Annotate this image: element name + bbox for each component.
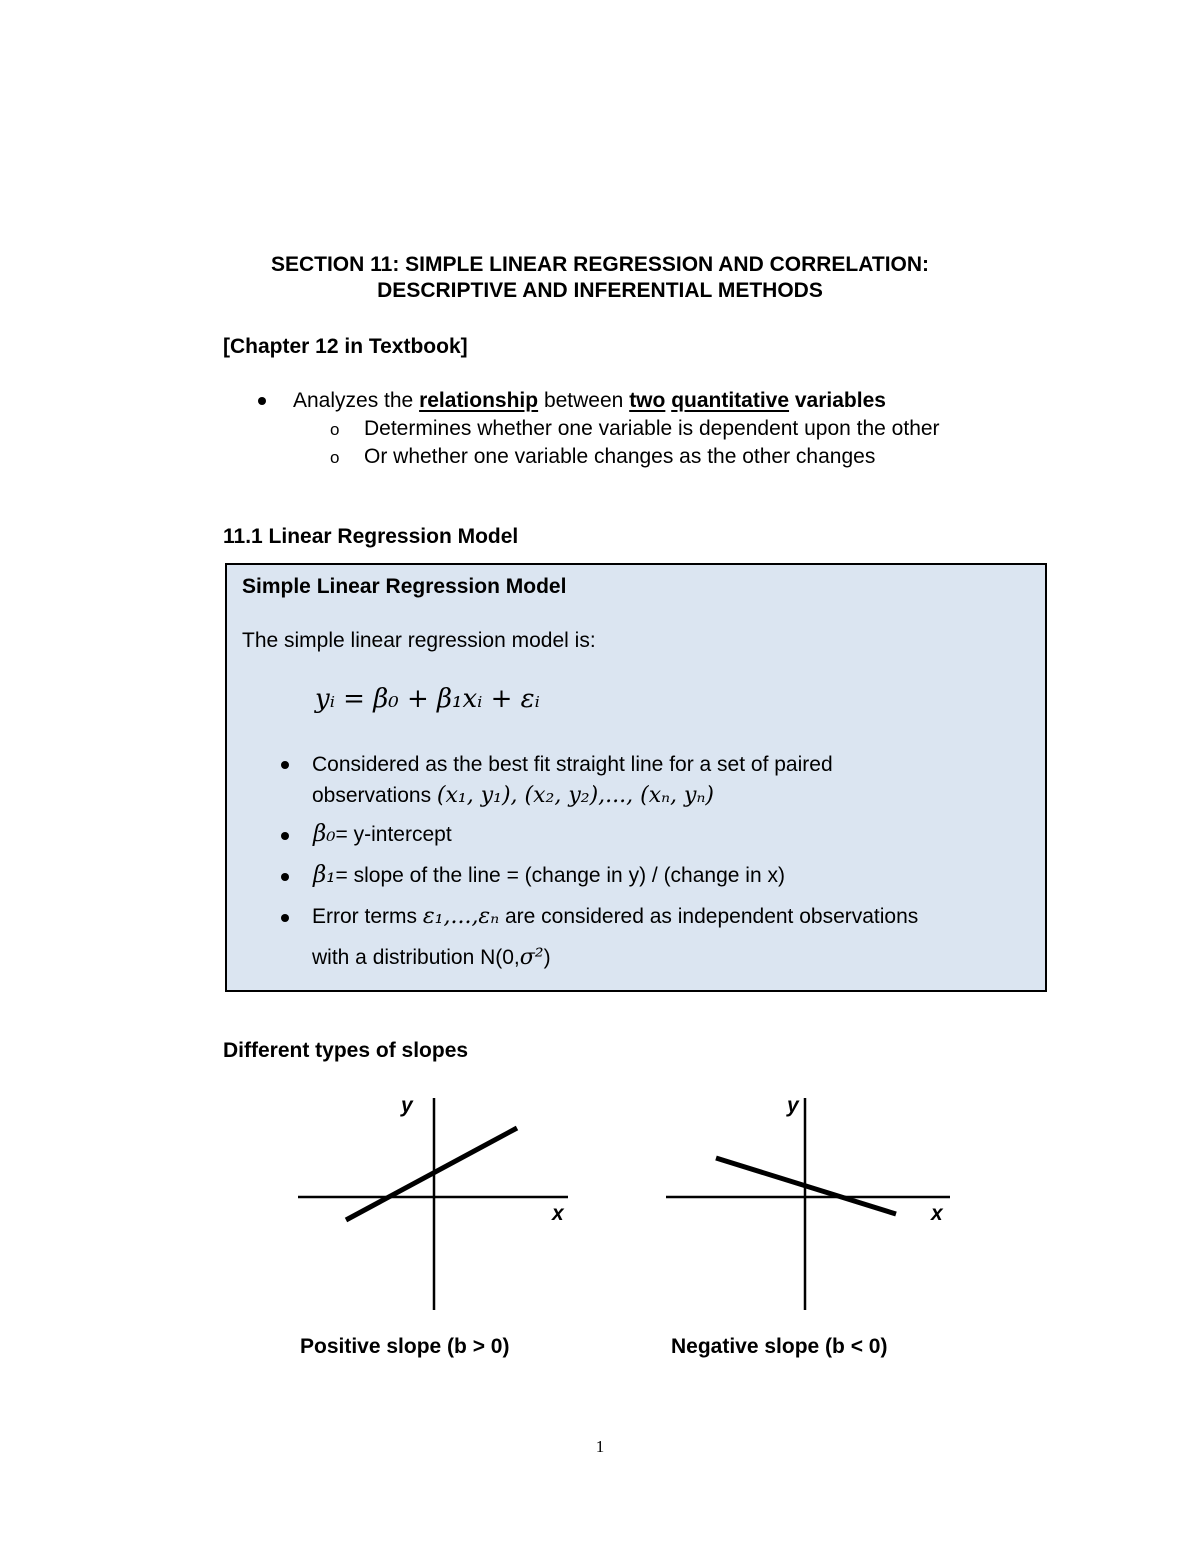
- beta0-symbol: β₀: [313, 821, 336, 847]
- positive-graph-y-label: y: [401, 1094, 413, 1117]
- box-bullet-4-line2: [312, 944, 551, 971]
- distribution-suffix: ): [543, 946, 551, 969]
- section-title-line1: SECTION 11: SIMPLE LINEAR REGRESSION AND CORRELATION:: [270, 253, 930, 276]
- section-11-1-heading: 11.1 Linear Regression Model: [223, 525, 519, 548]
- observations-label: observations: [312, 784, 432, 807]
- box-intro: The simple linear regression model is:: [242, 629, 596, 652]
- intro-word-quantitative: quantitative: [671, 389, 790, 412]
- sub-bullet-circle-icon: o: [330, 448, 340, 467]
- chapter-reference: [Chapter 12 in Textbook]: [223, 335, 468, 358]
- regression-equation: yᵢ = β₀ + β₁xᵢ + εᵢ: [315, 684, 540, 714]
- positive-slope-line: [346, 1128, 517, 1220]
- positive-slope-caption: Positive slope (b > 0): [300, 1335, 510, 1358]
- box-title: Simple Linear Regression Model: [242, 575, 567, 598]
- error-terms-label: Error terms: [312, 905, 417, 928]
- sub-bullet-2: Or whether one variable changes as the other changes: [364, 445, 876, 468]
- section-title: [0, 252, 1200, 304]
- negative-graph-x-label: x: [931, 1202, 943, 1225]
- bullet-icon: [281, 914, 289, 922]
- intro-bullet-prefix: Analyzes the: [293, 389, 420, 412]
- intro-word-two: two: [629, 389, 666, 412]
- error-terms-math: ε₁,...,εₙ: [422, 904, 500, 929]
- bullet-icon: [281, 832, 289, 840]
- error-terms-suffix: are considered as independent observations: [505, 905, 919, 928]
- bullet-icon: [281, 873, 289, 881]
- beta1-symbol: β₁: [313, 862, 336, 888]
- page-number: 1: [595, 1437, 605, 1456]
- negative-slope-caption: Negative slope (b < 0): [671, 1335, 888, 1358]
- intro-word-relationship: relationship: [419, 389, 539, 412]
- bullet-icon: [258, 397, 266, 405]
- box-bullet-4-line1: [312, 903, 918, 930]
- box-bullet-1-line1: Considered as the best fit straight line for a set of paired: [312, 753, 833, 776]
- intro-bullet-suffix: variables: [789, 389, 886, 412]
- distribution-prefix: with a distribution N(0,: [312, 946, 520, 969]
- slopes-heading: Different types of slopes: [223, 1039, 469, 1062]
- negative-slope-graph: [660, 1090, 960, 1315]
- slope-text: = slope of the line = (change in y) / (change in x): [335, 864, 785, 887]
- positive-slope-graph: [290, 1090, 580, 1315]
- bullet-icon: [281, 761, 289, 769]
- sub-bullet-circle-icon: o: [330, 420, 340, 439]
- intro-bullet: [293, 387, 886, 414]
- intercept-text: = y-intercept: [335, 823, 452, 846]
- positive-graph-x-label: x: [552, 1202, 564, 1225]
- section-title-line2: DESCRIPTIVE AND INFERENTIAL METHODS: [377, 279, 823, 302]
- sub-bullet-1: Determines whether one variable is dependent upon the other: [364, 417, 940, 440]
- sigma-squared-math: σ²: [519, 945, 544, 970]
- negative-graph-y-label: y: [787, 1094, 799, 1117]
- box-bullet-3: [313, 862, 785, 889]
- paired-observations-math: (x₁, y₁), (x₂, y₂),..., (xₙ, yₙ): [436, 783, 714, 808]
- intro-bullet-mid: between: [538, 389, 630, 412]
- box-bullet-1-line2: [312, 782, 714, 809]
- box-bullet-2: [313, 821, 452, 848]
